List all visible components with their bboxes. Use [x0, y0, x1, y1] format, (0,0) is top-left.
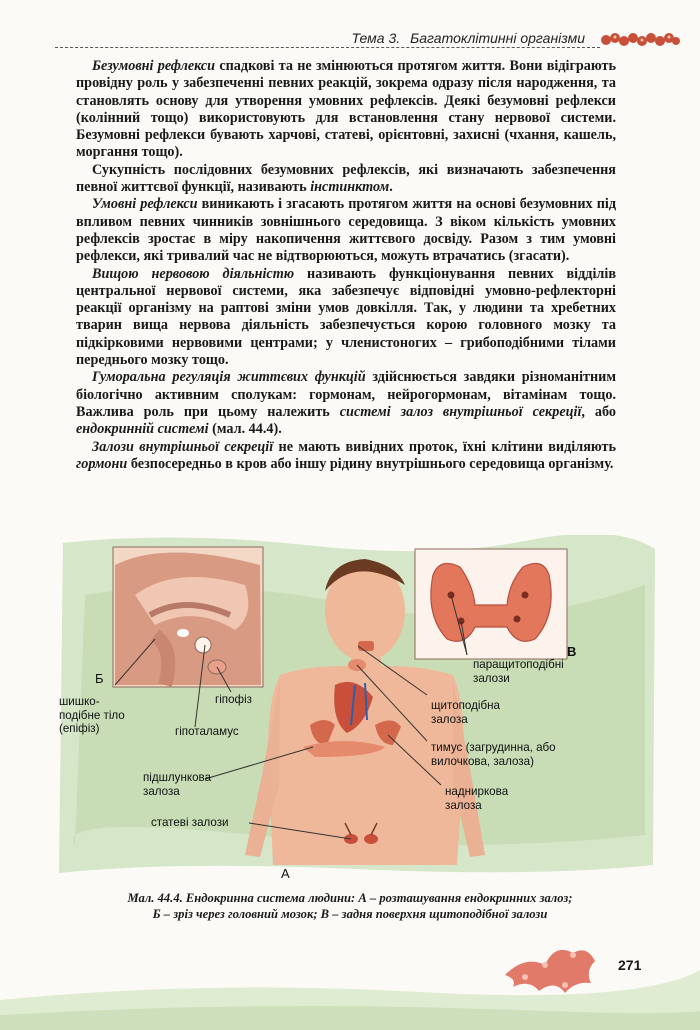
header-rule	[55, 47, 600, 48]
term-humoral: Гуморальна регуляція життєвих функцій	[92, 369, 366, 386]
body-text	[76, 58, 616, 473]
header-topic: Тема 3.	[351, 30, 401, 46]
label-gonads: статеві залози	[151, 816, 229, 829]
term-hormones: гормони	[76, 455, 128, 472]
label-pineal: шишко- подібне тіло (епіфіз)	[59, 695, 125, 735]
paragraph-glands: Залози внутрішньої секреції не мають вивідних проток, їхні клітини виділяють гормони безпосередньо в кров або іншу рідину внутрішнього середовища організму.	[76, 438, 616, 472]
label-thymus: тимус (загрудинна, або вилочкова, залоза)	[431, 741, 556, 768]
paragraph-instinct: Сукупність послідовних безумовних рефлексів, які визначають забезпечення певної життєвої функції, називають інстинктом.	[76, 161, 616, 196]
paragraph-humoral: Гуморальна регуляція життєвих функцій здійснюється завдяки різноманітним біологічно активним сполукам: гормонам, нейрогормонам, вітамінам тощо. Важлива роль при цьому належить системі залоз внутрішньої секреції, або ендокринній системі (мал. 44.4).	[76, 369, 616, 438]
header-ornament-icon	[600, 32, 680, 48]
header-chapter: Багатоклітинні організми	[410, 30, 585, 46]
label-pituitary: гіпофіз	[215, 693, 252, 706]
running-header	[55, 30, 680, 52]
term-internal-secretion: Залози внутрішньої секреції	[92, 438, 274, 455]
caption-line-2: Б – зріз через головний мозок; В – задня поверхня щитоподібної залози	[152, 907, 548, 921]
page-number: 271	[618, 957, 642, 973]
endocrine-illustration	[55, 535, 660, 880]
term-endocrine-glands: системі залоз внутрішньої секреції	[339, 403, 582, 420]
caption-line-1: Мал. 44.4. Ендокринна система людини: А – розташування ендокринних залоз;	[127, 891, 573, 905]
paragraph-conditioned: Умовні рефлекси виникають і згасають протягом життя на основі безумовних під впливом певних чинників зовнішнього середовища. З віком кількість умовних рефлексів зростає в міру накопичення життєвого досвіду. Разом з тим умовні рефлекси, які тривалий час не відтворюються, можуть втрачатись (згасати).	[76, 196, 617, 265]
label-adrenal: наднирковa залоза	[445, 785, 509, 812]
paragraph-unconditioned: Безумовні рефлекси спадкові та не змінюються протягом життя. Вони відіграють провідну роль у забезпеченні певних реакцій, зокрема одразу після народження, та становлять основу для утворення умовних рефлексів. Деякі безумовні рефлекси (колінний тощо) використовують для встановлення стану нервової системи. Безумовні рефлекси бувають харчові, статеві, орієнтовні, захисні (чхання, кашель, моргання тощо).	[76, 58, 617, 161]
label-parathyroid: паращитоподібні залози	[473, 658, 564, 685]
label-panel-v: В	[567, 644, 577, 659]
term-unconditioned: Безумовні рефлекси	[92, 58, 216, 74]
label-panel-a: А	[281, 866, 290, 881]
header-title	[345, 30, 585, 46]
figure-caption	[40, 890, 660, 922]
term-conditioned: Умовні рефлекси	[92, 196, 198, 213]
endocrine-figure	[55, 535, 660, 880]
term-higher-nervous: Вищою нервовою діяльністю	[92, 265, 295, 282]
term-endocrine-system: ендокринній системі	[76, 421, 209, 438]
thyroid-back-image	[415, 549, 567, 659]
label-hypothalamus: гіпоталамус	[175, 725, 239, 738]
coral-icon	[495, 935, 605, 1005]
paragraph-higher-nervous: Вищою нервовою діяльністю називають функціонування певних відділів центральної нервової системи, яка забезпечує відповідні умовно-рефлекторні реакції організму на раптові зміни умов довкілля. Так, у людини та хребетних тварин вища нервова діяльність забезпечується корою головного мозку та підкірковими нервовими центрами; у членистоногих – грибоподібними тілами переднього мозку тощо.	[76, 265, 616, 369]
brain-section-image	[113, 547, 263, 687]
label-pancreas: підшлункова залоза	[143, 771, 212, 798]
label-thyroid: щитоподібна залоза	[431, 699, 500, 726]
label-panel-b: Б	[95, 671, 104, 686]
term-instinct: інстинктом	[310, 179, 390, 196]
